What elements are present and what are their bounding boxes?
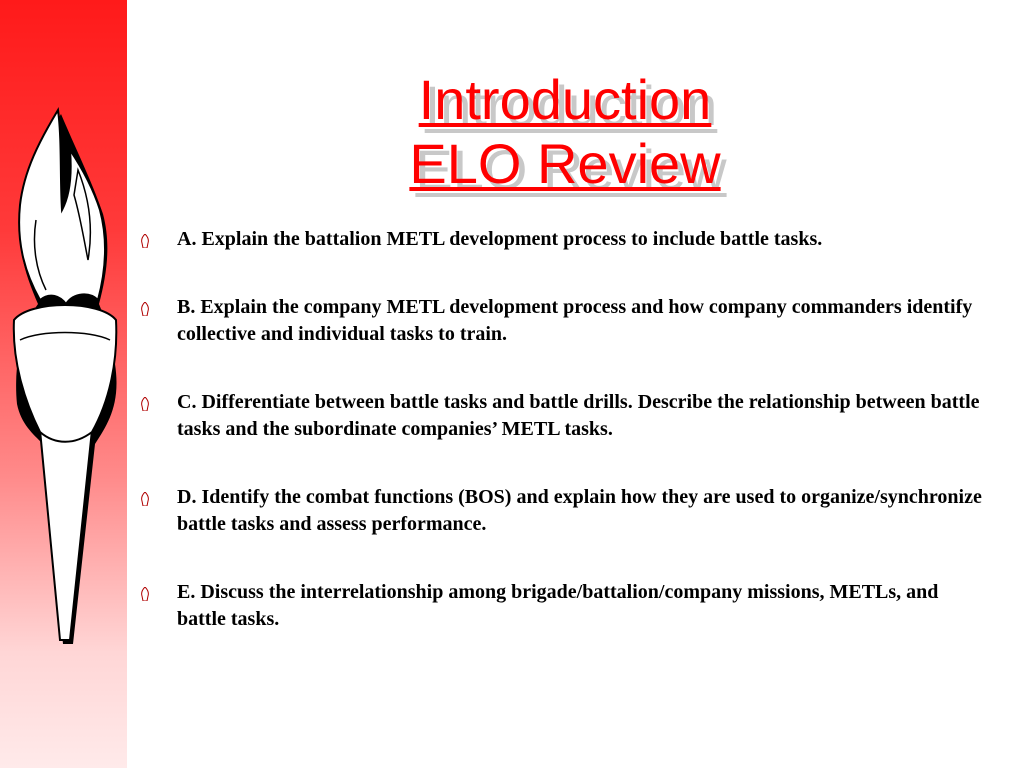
bullet-text: D. Identify the combat functions (BOS) and explain how they are used to organize/synchronize battle tasks and assess performance. — [177, 486, 982, 535]
bullet-item-a — [140, 226, 990, 253]
bullet-item-c — [140, 389, 990, 443]
flame-bullet-icon — [140, 397, 150, 411]
title-line-1: Introduction — [418, 68, 712, 131]
bullet-text: C. Differentiate between battle tasks and battle drills. Describe the relationship between battle tasks and the subordinate companies’ METL tasks. — [177, 391, 980, 440]
bullet-item-e — [140, 579, 990, 633]
page-title — [300, 68, 830, 196]
bullet-list — [140, 226, 990, 633]
bullet-item-b — [140, 294, 990, 348]
flame-bullet-icon — [140, 587, 150, 601]
bullet-text: B. Explain the company METL development process and how company commanders identify collective and individual tasks to train. — [177, 296, 973, 345]
bullet-item-d — [140, 484, 990, 538]
flame-bullet-icon — [140, 492, 150, 506]
flame-bullet-icon — [140, 302, 150, 316]
bullet-text: E. Discuss the interrelationship among brigade/battalion/company missions, METLs, and battle tasks. — [177, 581, 939, 630]
flame-bullet-icon — [140, 234, 150, 248]
title-line-2: ELO Review — [409, 132, 721, 195]
bullet-text: A. Explain the battalion METL development process to include battle tasks. — [177, 228, 823, 250]
torch-icon — [0, 0, 127, 768]
